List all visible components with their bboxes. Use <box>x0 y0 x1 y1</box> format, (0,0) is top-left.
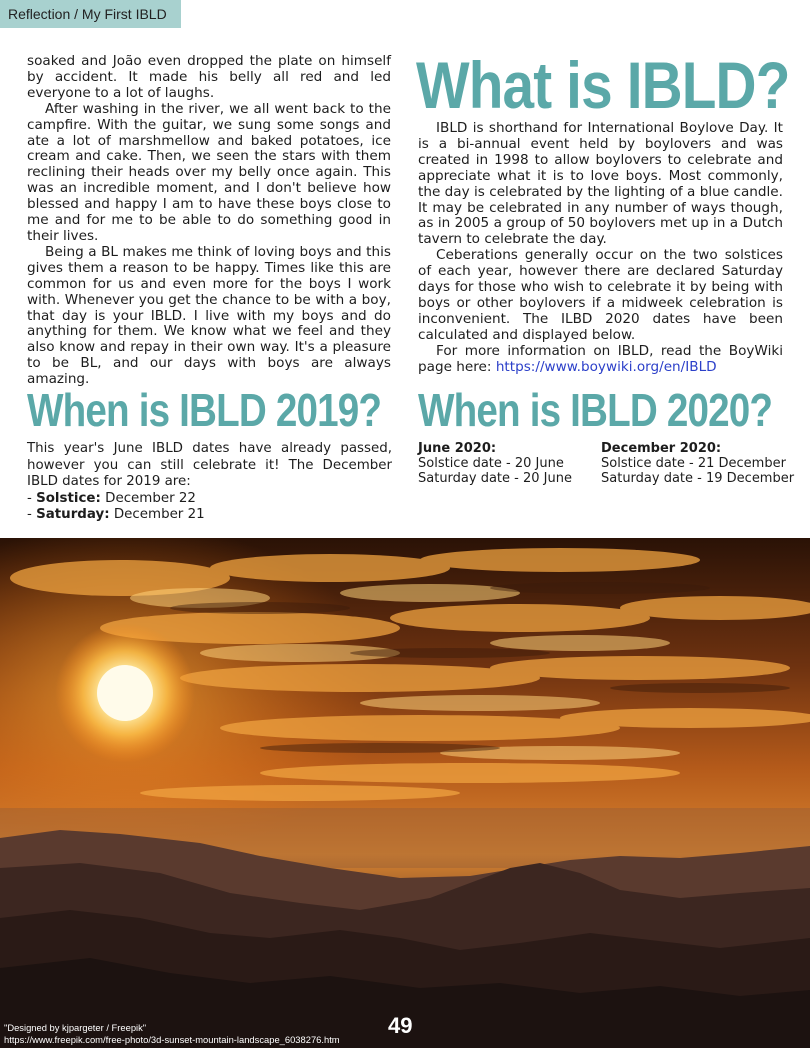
info-paragraph <box>418 344 783 376</box>
june-2020-solstice: Solstice date - 20 June <box>418 456 564 471</box>
story-paragraph: After washing in the river, we all went back to the campfire. With the guitar, we sung some songs and ate a lot of marshmellow and baked potatoes, ice cream and cake. Then, we seen the stars with them reclining their heads over my belly once again. This was an incredible moment, and I don't believe how blessed and happy I am to have these boys close to me and for me to be able to do something good in their lives. <box>27 100 391 244</box>
saturday-2019-line: - Saturday: December 21 <box>27 507 205 522</box>
sunset-mountain-photo <box>0 538 810 1048</box>
boywiki-link[interactable]: https://www.boywiki.org/en/IBLD <box>495 358 717 375</box>
december-2020-title: December 2020: <box>601 441 722 456</box>
ibld-2020-heading: When is IBLD 2020? <box>418 384 773 436</box>
ibld-2019-body <box>27 441 392 524</box>
december-2020-solstice: Solstice date - 21 December <box>601 456 786 471</box>
june-2020-saturday: Saturday date - 20 June <box>418 471 572 486</box>
photo-credit-url: https://www.freepik.com/free-photo/3d-sunset-mountain-landscape_6038276.htm <box>4 1034 340 1045</box>
june-2020-title: June 2020: <box>418 441 497 456</box>
info-paragraph: IBLD is shorthand for International Boylove Day. It is a bi-annual event held by boylovers and was created in 1998 to allow boylovers to celebrate and appreciate what it is to love boys. Most commonly, the day is celebrated by the lighting of a blue candle. It may be celebrated in any number of ways though, as in 2005 a group of 50 boylovers met up in a Dutch tavern to celebrate the day. <box>418 120 783 248</box>
june-2020-dates <box>418 441 572 486</box>
what-is-ibld-heading: What is IBLD? <box>416 48 790 122</box>
ibld-2019-intro: This year's June IBLD dates have already passed, however you can still celebrate it! The December IBLD dates for 2019 are: <box>27 441 392 489</box>
december-2020-saturday: Saturday date - 19 December <box>601 471 795 486</box>
solstice-2019-line: - Solstice: December 22 <box>27 490 196 506</box>
photo-credit: "Designed by kjpargeter / Freepik" <box>4 1022 147 1033</box>
story-paragraph: soaked and João even dropped the plate on himself by accident. It made his belly all red and led everyone to a lot of laughs. <box>27 53 391 101</box>
what-is-ibld-body <box>418 121 783 376</box>
saturday-label: Saturday: <box>36 507 110 522</box>
saturday-value: December 21 <box>113 507 205 522</box>
story-paragraph: Being a BL makes me think of loving boys and this gives them a reason to be happy. Times like this are common for us and even more for the boys I work with. Whenever you get the chance to be with a boy, that day is your IBLD. I live with my boys and do anything for them. We know what we feel and they also know and repay in their own way. It's a pleasure to be BL, and our days with boys are always amazing. <box>27 243 391 388</box>
boywiki-text: For more information on IBLD, read the BoyWiki page here: <box>418 342 783 375</box>
solstice-label: Solstice: <box>36 490 101 506</box>
december-2020-dates <box>601 441 794 486</box>
section-breadcrumb: Reflection / My First IBLD <box>0 0 181 28</box>
left-story-column <box>27 54 391 388</box>
solstice-value: December 22 <box>105 490 196 506</box>
ibld-2019-heading: When is IBLD 2019? <box>27 384 382 436</box>
page-number: 49 <box>388 1013 413 1038</box>
info-paragraph: Ceberations generally occur on the two solstices of each year, however there are declared Saturday days for those who wish to celebrate it by being with boys or other boylovers if a midweek celebration is inconvenient. The ILBD 2020 dates have been calculated and displayed below. <box>418 247 783 343</box>
